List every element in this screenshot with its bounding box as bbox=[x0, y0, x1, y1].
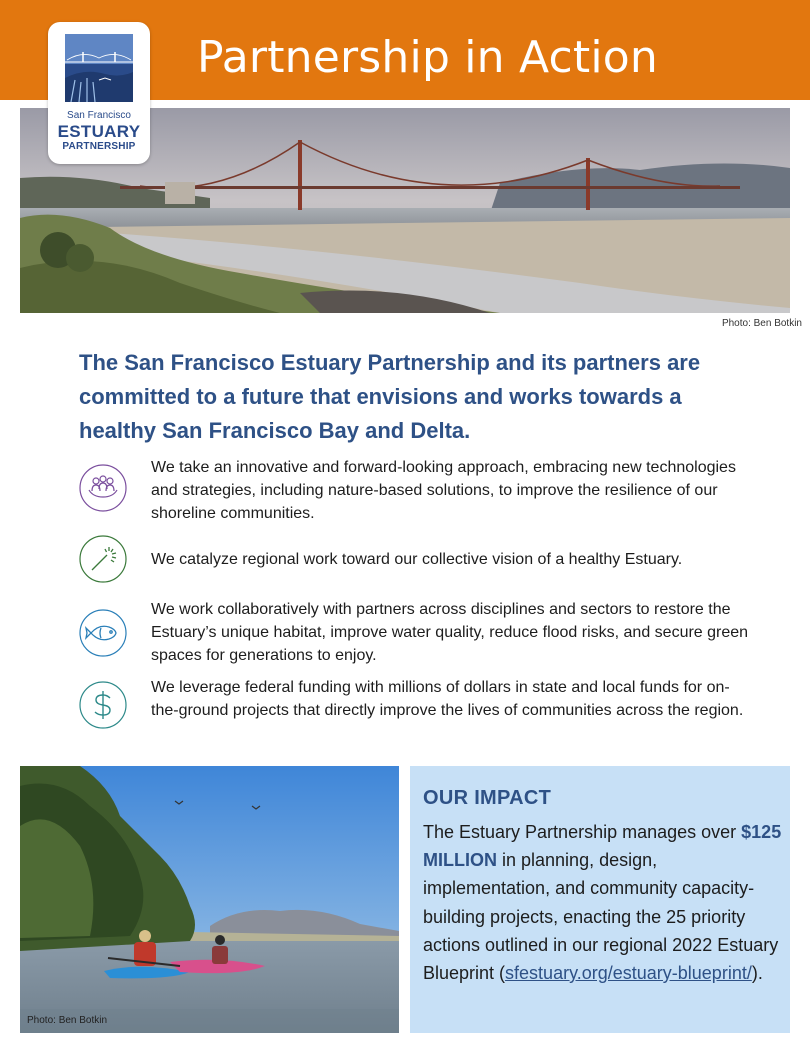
kayak-photo-credit: Photo: Ben Botkin bbox=[27, 1015, 108, 1026]
commitment-item bbox=[79, 598, 779, 668]
bay-bridge-logo-icon bbox=[65, 34, 133, 102]
mission-headline: The San Francisco Estuary Partnership and its partners are committed to a future that envisions and works towards a healthy San Francisco Bay and Delta. bbox=[79, 350, 701, 443]
commitment-text: We take an innovative and forward-looking approach, embracing new technologies and strategies, including nature-based solutions, to improve the resilience of our shoreline communities. bbox=[151, 459, 736, 522]
kayak-photo bbox=[20, 766, 399, 1033]
commitment-text: We leverage federal funding with millions of dollars in state and local funds for on-the-ground projects that directly improve the lives of communities across the region. bbox=[151, 679, 744, 719]
fish-icon bbox=[79, 609, 127, 657]
community-hands-icon bbox=[79, 464, 127, 512]
logo-text-line2: ESTUARY bbox=[57, 122, 141, 141]
impact-title: OUR IMPACT bbox=[423, 787, 552, 809]
dollar-icon bbox=[79, 681, 127, 729]
impact-end: ). bbox=[751, 963, 763, 984]
impact-panel bbox=[410, 766, 790, 1033]
commitment-item bbox=[79, 676, 779, 746]
commitment-item bbox=[79, 548, 779, 578]
commitment-item bbox=[79, 456, 779, 522]
impact-amount: $125 MILLION bbox=[423, 822, 782, 871]
impact-body bbox=[423, 818, 783, 987]
hero-photo-credit: Photo: Ben Botkin bbox=[721, 318, 802, 329]
impact-intro: The Estuary Partnership manages over bbox=[423, 822, 742, 842]
logo-text-line1: San Francisco bbox=[67, 110, 131, 121]
impact-description: in planning, design, implementation, and community capacity-building projects, enacting the 25 priority actions outlined in our regional 2022 Estuary Blueprint ( bbox=[423, 850, 779, 984]
sparkler-icon bbox=[79, 535, 127, 583]
logo-text-line3: PARTNERSHIP bbox=[62, 141, 136, 152]
page-title: Partnership in Action bbox=[197, 32, 658, 83]
commitment-text: We catalyze regional work toward our collective vision of a healthy Estuary. bbox=[151, 551, 683, 568]
commitment-text: We work collaboratively with partners across disciplines and sectors to restore the Estuary’s unique habitat, improve water quality, reduce flood risks, and secure green spaces for generations to enjoy. bbox=[151, 601, 749, 664]
estuary-blueprint-link[interactable]: sfestuary.org/estuary-blueprint/ bbox=[505, 963, 752, 984]
sfep-logo bbox=[48, 22, 150, 164]
